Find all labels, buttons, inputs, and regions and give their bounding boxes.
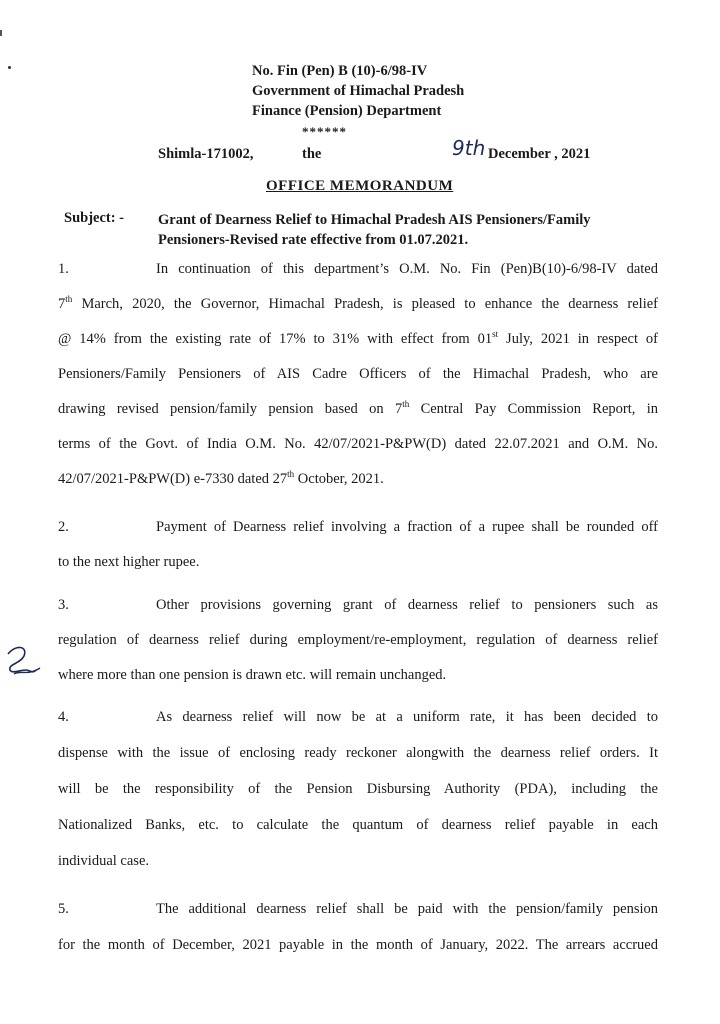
- para-3-line-3: where more than one pension is drawn etc. will remain unchanged.: [58, 667, 447, 683]
- para-1-line-5: drawing revised pension/family pension based on 7th Central Pay Commission Report, in: [58, 399, 658, 417]
- signature-scribble-icon: [2, 640, 44, 682]
- para-1-line-2: 7th March, 2020, the Governor, Himachal Pradesh, is pleased to enhance the dearness relief: [58, 294, 658, 312]
- para-1-line-6: terms of the Govt. of India O.M. No. 42/07/2021-P&PW(D) dated 22.07.2021 and O.M. No.: [58, 436, 658, 452]
- para-2-line-2: to the next higher rupee.: [58, 554, 200, 570]
- subject-text: Grant of Dearness Relief to Himachal Pradesh AIS Pensioners/Family Pensioners-Revised rate effective from 01.07.2021.: [158, 212, 591, 248]
- handwritten-day: 9th: [452, 136, 486, 160]
- para-2-line-1: 2. Payment of Dearness relief involving a fraction of a rupee shall be rounded off: [58, 510, 658, 545]
- memo-title: OFFICE MEMORANDUM: [266, 178, 454, 194]
- scan-mark: [0, 30, 2, 36]
- subject-label: Subject: -: [64, 210, 125, 226]
- government-name: Government of Himachal Pradesh: [252, 83, 465, 99]
- para-1-number: 1.: [58, 261, 69, 277]
- para-4-line-2: dispense with the issue of enclosing ready reckoner alongwith the dearness relief orders. It: [58, 745, 658, 761]
- para-5-line-1: 5. The additional dearness relief shall be paid with the pension/family pension: [58, 892, 658, 927]
- para-3-line-1: 3. Other provisions governing grant of dearness relief to pensioners such as: [58, 588, 658, 623]
- para-1-line-4: Pensioners/Family Pensioners of AIS Cadre Officers of the Himachal Pradesh, who are: [58, 366, 658, 382]
- para-5-line-2: for the month of December, 2021 payable in the month of January, 2022. The arrears accrued: [58, 937, 658, 953]
- month-year: December , 2021: [488, 146, 591, 162]
- file-number: No. Fin (Pen) B (10)-6/98-IV: [252, 63, 428, 79]
- para-4-number: 4.: [58, 709, 69, 725]
- para-4-line-5: individual case.: [58, 853, 150, 869]
- date-the: the: [302, 146, 322, 162]
- scan-dot: [8, 66, 11, 69]
- para-1-line-1: 1. In continuation of this department’s O.M. No. Fin (Pen)B(10)-6/98-IV dated: [58, 252, 658, 287]
- para-3-number: 3.: [58, 597, 69, 613]
- para-2-number: 2.: [58, 519, 69, 535]
- para-4-line-1: 4. As dearness relief will now be at a uniform rate, it has been decided to: [58, 700, 658, 735]
- para-4-line-3: will be the responsibility of the Pension Disbursing Authority (PDA), including the: [58, 781, 658, 797]
- header-stars: ******: [302, 124, 347, 139]
- para-1-line-3: @ 14% from the existing rate of 17% to 31% with effect from 01st July, 2021 in respect of: [58, 329, 658, 347]
- para-4-line-4: Nationalized Banks, etc. to calculate the quantum of dearness relief payable in each: [58, 817, 658, 833]
- department-name: Finance (Pension) Department: [252, 103, 442, 119]
- para-1-line-7: 42/07/2021-P&PW(D) e-7330 dated 27th October, 2021.: [58, 469, 384, 487]
- place: Shimla-171002,: [158, 146, 254, 162]
- para-5-number: 5.: [58, 901, 69, 917]
- para-3-line-2: regulation of dearness relief during employment/re-employment, regulation of dearness relief: [58, 632, 658, 648]
